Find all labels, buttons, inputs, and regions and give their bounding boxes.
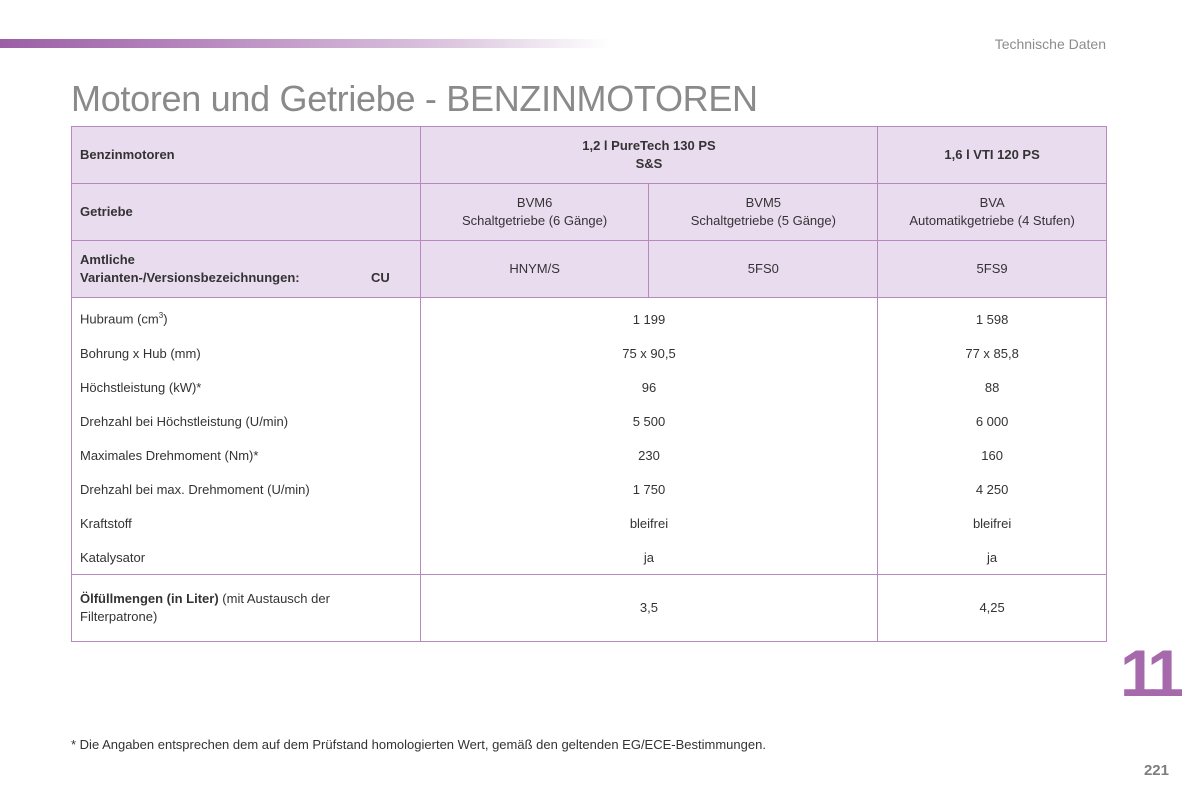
engine-spec-table [71,126,1107,642]
chapter-number: 11 [1120,636,1178,710]
engine1-value: 1 199 [420,298,877,337]
footnote: * Die Angaben entsprechen dem auf dem Prüfstand homologierten Wert, gemäß den geltenden EG/ECE-Bestimmungen. [71,737,766,752]
engine-header-label: Benzinmotoren [72,127,421,184]
engine1-value: bleifrei [420,506,877,540]
row-label: Drehzahl bei Höchstleistung (U/min) [72,404,421,438]
gearbox-col2-code: BVM5 [745,195,782,210]
engine1-value: 5 500 [420,404,877,438]
table-row [72,404,1107,438]
engine1-header [420,127,877,184]
gearbox-label: Getriebe [72,184,421,241]
variants-label-line1: Amtliche [80,252,135,267]
table-row [72,506,1107,540]
oil-engine1-value: 3,5 [420,575,877,642]
engine2-value: 4 250 [878,472,1107,506]
engine1-suffix: S&S [635,156,663,171]
gearbox-col1-code: BVM6 [516,195,553,210]
gearbox-col1 [420,184,649,241]
variant-col3: 5FS9 [878,241,1107,298]
oil-label-line2: Filterpatrone) [80,609,158,624]
page-number: 221 [1143,762,1169,779]
oil-label-bold: Ölfüllmengen (in Liter) [80,591,219,606]
page-title: Motoren und Getriebe - BENZINMOTOREN [71,78,758,119]
variants-label-line2: Varianten-/Versionsbezeichnungen: [80,270,300,285]
table-row [72,298,1107,337]
table-row [72,370,1107,404]
gearbox-row [72,184,1107,241]
row-label: Maximales Drehmoment (Nm)* [72,438,421,472]
engine1-value: 1 750 [420,472,877,506]
variants-row [72,241,1107,298]
engine2-value: 6 000 [878,404,1107,438]
row-label: Höchstleistung (kW)* [72,370,421,404]
row-label: Kraftstoff [72,506,421,540]
section-label: Technische Daten [994,36,1106,52]
table-row [72,336,1107,370]
variants-label [72,241,421,298]
table-row [72,438,1107,472]
gearbox-col3-code: BVA [979,195,1005,210]
header-accent-bar [0,39,610,48]
row-label: Hubraum $(cm^3)$ [72,298,421,337]
engine2-value: 88 [878,370,1107,404]
row-label: Bohrung x Hub (mm) [72,336,421,370]
engine2-value: 77 x 85,8 [878,336,1107,370]
oil-label [72,575,421,642]
variants-cu-label: CU [370,270,390,285]
engine1-value: 230 [420,438,877,472]
engine-header-row [72,127,1107,184]
engine1-value: 96 [420,370,877,404]
engine2-value: 1 598 [878,298,1107,337]
variant-col2: 5FS0 [649,241,878,298]
gearbox-col1-desc: Schaltgetriebe (6 Gänge) [461,213,608,228]
variants-label-line2-wrap [80,269,412,287]
table-row [72,472,1107,506]
oil-label-rest: (mit Austausch der [218,591,330,606]
engine1-value: 75 x 90,5 [420,336,877,370]
engine1-name: 1,2 l PureTech 130 PS [582,138,716,153]
row-label: Drehzahl bei max. Drehmoment (U/min) [72,472,421,506]
row-label: Katalysator [72,540,421,575]
engine2-value: 160 [878,438,1107,472]
oil-engine2-value: 4,25 [878,575,1107,642]
gearbox-col3 [878,184,1107,241]
table-row [72,540,1107,575]
gearbox-col2 [649,184,878,241]
oil-capacity-row [72,575,1107,642]
engine2-header: 1,6 l VTI 120 PS [878,127,1107,184]
variant-col1: HNYM/S [420,241,649,298]
engine2-value: ja [878,540,1107,575]
gearbox-col2-desc: Schaltgetriebe (5 Gänge) [690,213,836,228]
gearbox-col3-desc: Automatikgetriebe (4 Stufen) [909,213,1075,228]
engine1-value: ja [420,540,877,575]
engine2-value: bleifrei [878,506,1107,540]
